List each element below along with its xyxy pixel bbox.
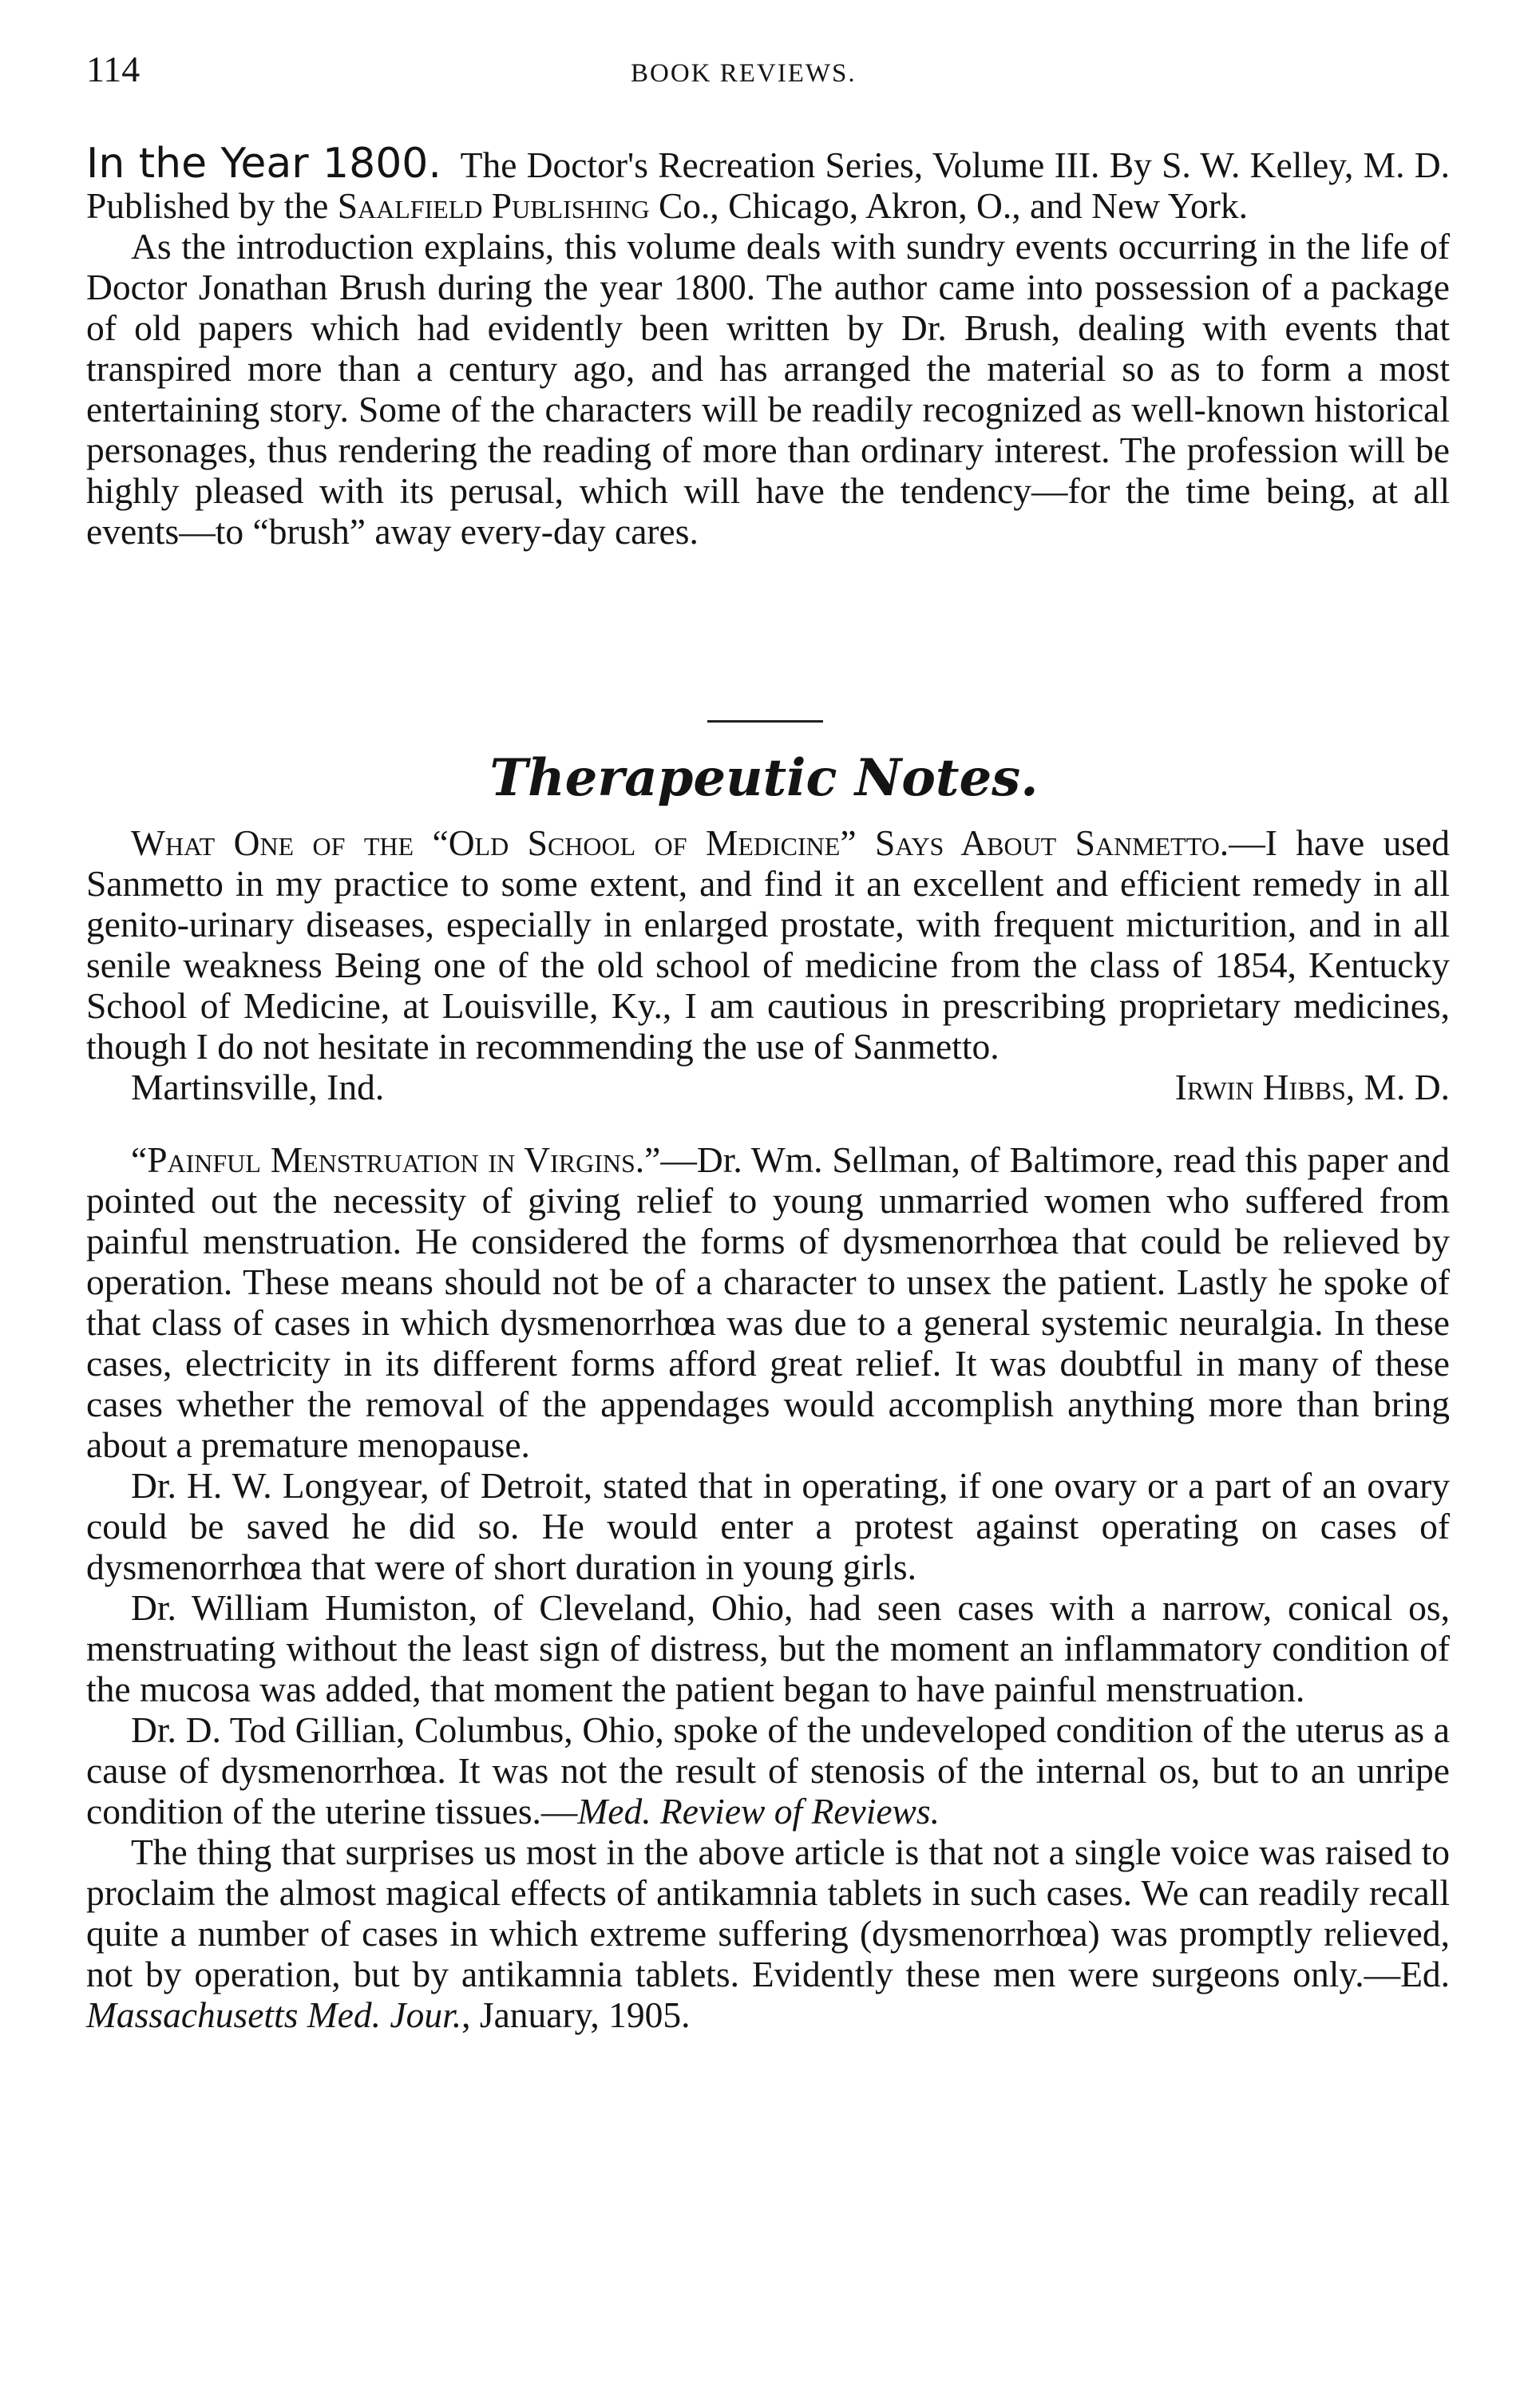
note-menstruation: [86, 1139, 1450, 1465]
page-number: 114: [86, 49, 141, 89]
book-review: [86, 140, 1450, 552]
page-header: [0, 48, 1528, 104]
signature-name: Irwin Hibbs, M. D.: [1174, 1067, 1450, 1107]
note-sanmetto-heading: What One of the “Old School of Medicine” Says About Sanmetto.: [131, 822, 1229, 863]
note-humiston: Dr. William Humiston, of Cleveland, Ohio, had seen cases with a narrow, conical os, menstruating without the least sign of distress, but the moment an inflammatory condition of the mucosa was added, that moment the patient began to have painful menstruation.: [86, 1587, 1450, 1709]
review-body: As the introduction explains, this volume deals with sundry events occurring in the life of Doctor Jonathan Brush during the year 1800. The author came into possession of a package of old papers which had evidently been written by Dr. Brush, dealing with events that transpired more than a century ago, and has arranged the material so as to form a most entertaining story. Some of the characters will be readily recognized as well-known historical personages, thus rendering the reading of more than ordinary interest. The profession will be highly pleased with its perusal, which will have the tendency—for the time being, at all events—to “brush” away every-day cares.: [86, 226, 1450, 552]
review-publisher: Saalfield Publishing: [337, 185, 650, 226]
review-citation: [86, 140, 1450, 226]
signature-place: Martinsville, Ind.: [131, 1067, 385, 1107]
note-menstruation-p1: —Dr. Wm. Sellman, of Baltimore, read this paper and pointed out the necessity of giving relief to young unmarried women who suffered from painful menstruation. He considered the forms of dysmenorrhœa that could be relieved by operation. These means should not be of a character to unsex the patient. Lastly he spoke of that class of cases in which dysmenorrhœa was due to a general systemic neuralgia. In these cases, electricity in its different forms afford great relief. It was doubtful in many of these cases whether the removal of the appendages would accomplish anything more than bring about a premature menopause.: [86, 1139, 1450, 1465]
note-longyear: Dr. H. W. Longyear, of Detroit, stated that in operating, if one ovary or a part of an ovary could be saved he did so. He would enter a protest against operating on cases of dysmenorrhœa that were of short duration in young girls.: [86, 1465, 1450, 1587]
note-editor-source: Massachusetts Med. Jour.: [86, 1994, 462, 2035]
note-gillian: [86, 1709, 1450, 1832]
note-sanmetto-signature: [86, 1067, 1450, 1107]
note-sanmetto: [86, 822, 1450, 1067]
running-head: BOOK REVIEWS.: [631, 59, 857, 88]
note-gillian-text: Dr. D. Tod Gillian, Columbus, Ohio, spoke of the undeveloped condition of the uterus as a cause of dysmenorrhœa. It was not the result of stenosis of the internal os, but to an unripe condition of the uterine tissues.—: [86, 1709, 1450, 1832]
section-title: Therapeutic Notes.: [489, 748, 1039, 808]
note-menstruation-heading: “Painful Menstruation in Virgins.”: [131, 1139, 661, 1180]
note-gillian-source: Med. Review of Reviews.: [577, 1791, 940, 1832]
review-title: In the Year 1800.: [86, 140, 441, 188]
note-editor-text: The thing that surprises us most in the above article is that not a single voice was raised to proclaim the almost magical effects of antikamnia tablets in such cases. We can readily recall quite a number of cases in which extreme suffering (dysmenorrhœa) was promptly relieved, not by operation, but by antikamnia tablets. Evidently these men were surgeons only.—Ed.: [86, 1832, 1450, 1994]
section-divider: [707, 720, 823, 723]
paragraph-gap: [86, 1107, 1450, 1139]
note-editor: [86, 1832, 1450, 2035]
review-citation-end: Co., Chicago, Akron, O., and New York.: [658, 185, 1249, 226]
note-editor-date: , January, 1905.: [461, 1994, 691, 2035]
therapeutic-notes: [86, 822, 1450, 2035]
review-citation-text: The Doctor's Recreation Series, Volume III. By S. W. Kelley, M. D. Published by the: [86, 145, 1450, 226]
note-sanmetto-body: —I have used Sanmetto in my practice to some extent, and find it an excellent and efficient remedy in all genito-urinary diseases, especially in enlarged prostate, with frequent micturition, and in all senile weakness Being one of the old school of medicine from the class of 1854, Kentucky School of Medicine, at Louisville, Ky., I am cautious in prescribing proprietary medicines, though I do not hesitate in recommending the use of Sanmetto.: [86, 822, 1450, 1067]
